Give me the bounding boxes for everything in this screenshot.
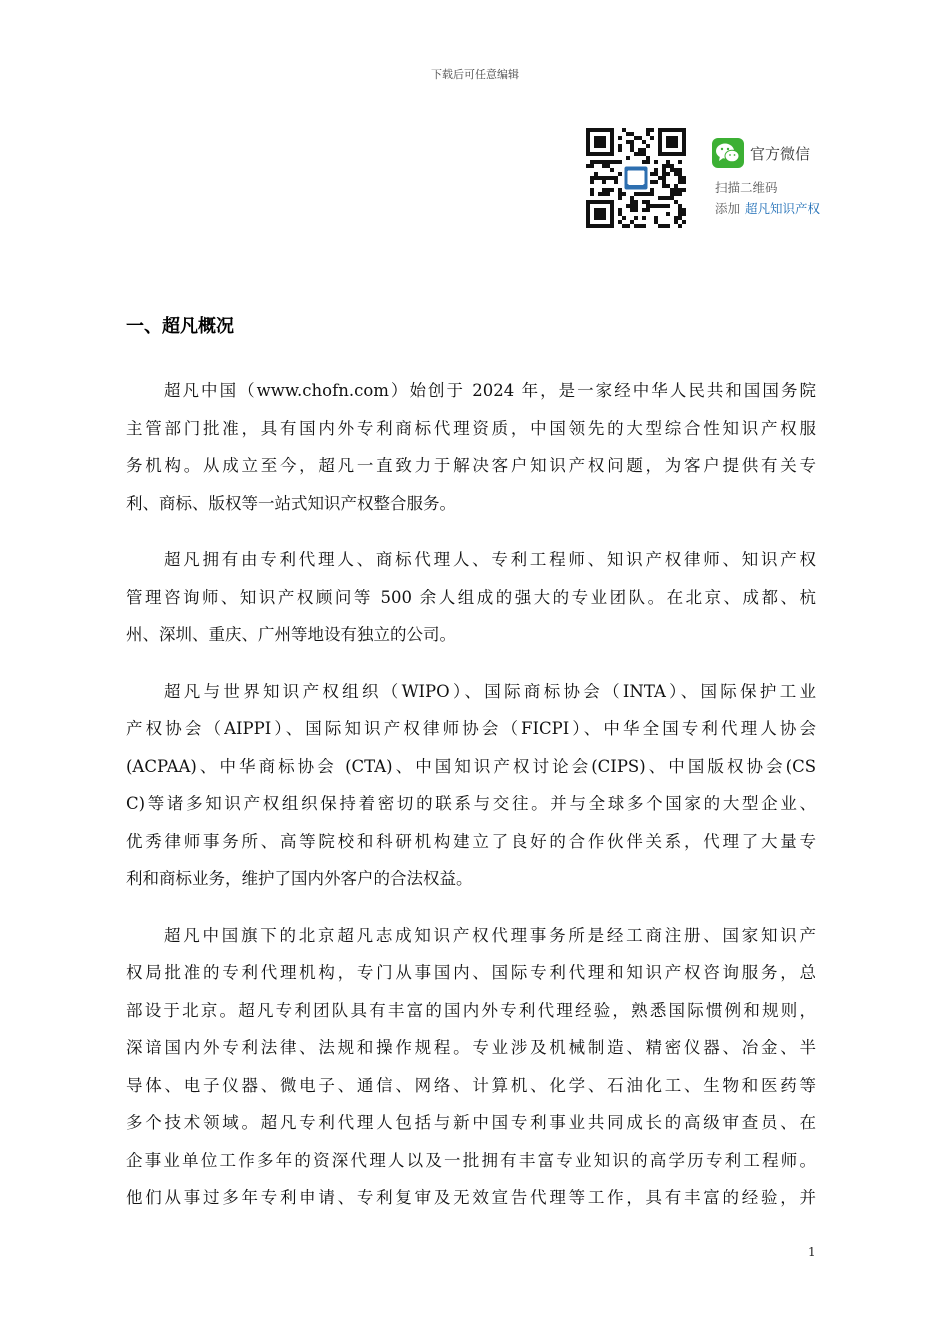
paragraph-line: 超凡中国（www.chofn.com）始创于 2024 年，是一家经中华人民共和国国务院: [164, 381, 816, 400]
paragraph-line: 超凡与世界知识产权组织（WIPO）、国际商标协会（INTA）、国际保护工业: [164, 681, 816, 701]
paragraph-line: 务机构。从成立至今，超凡一直致力于解决客户知识产权问题，为客户提供有关专: [126, 456, 816, 475]
paragraph-line: 产权协会（AIPPI）、国际知识产权律师协会（FICPI）、中华全国专利代理人协会: [126, 719, 816, 738]
wechat-brand-name: 超凡知识产权: [745, 201, 821, 216]
paragraph-line: C)等诸多知识产权组织保持着密切的联系与交往。并与全球多个国家的大型企业、: [126, 794, 816, 813]
wechat-title: 官方微信: [750, 144, 811, 163]
wechat-title-row: [712, 138, 810, 168]
paragraph-line: 导体、电子仪器、微电子、通信、网络、计算机、化学、石油化工、生物和医药等: [126, 1075, 816, 1095]
paragraph-line: 深谙国内外专利法律、法规和操作规程。专业涉及机械制造、精密仪器、冶金、半: [126, 1038, 816, 1057]
wechat-add-prefix: 添加: [715, 201, 741, 216]
wechat-add-text: [715, 199, 820, 217]
paragraph-line: 超凡中国旗下的北京超凡志成知识产权代理事务所是经工商注册、国家知识产: [164, 925, 816, 945]
paragraph-overview: [126, 372, 816, 522]
paragraph-line: 管理咨询师、知识产权顾问等 500 余人组成的强大的专业团队。在北京、成都、杭: [126, 587, 816, 607]
wechat-promo: [586, 128, 846, 228]
paragraph-line: 州、深圳、重庆、广州等地设有独立的公司。: [126, 625, 456, 644]
paragraph-patent-office: [126, 917, 816, 1217]
qr-code-icon: [586, 128, 686, 228]
paragraph-line: 超凡拥有由专利代理人、商标代理人、专利工程师、知识产权律师、知识产权: [164, 550, 816, 569]
paragraph-line: 权局批准的专利代理机构，专门从事国内、国际专利代理和知识产权咨询服务，总: [126, 963, 816, 982]
section-heading: 一、超凡概况: [126, 316, 234, 337]
paragraph-line: (ACPAA)、中华商标协会 (CTA)、中国知识产权讨论会(CIPS)、中国版权协会(CS: [126, 756, 816, 776]
paragraph-line: 部设于北京。超凡专利团队具有丰富的国内外专利代理经验，熟悉国际惯例和规则，: [126, 1000, 816, 1020]
paragraph-organizations: [126, 673, 816, 898]
paragraph-line: 主管部门批准，具有国内外专利商标代理资质，中国领先的大型综合性知识产权服: [126, 418, 816, 438]
paragraph-line: 他们从事过多年专利申请、专利复审及无效宣告代理等工作，具有丰富的经验，并: [126, 1188, 816, 1207]
paragraph-line: 企事业单位工作多年的资深代理人以及一批拥有丰富专业知识的高学历专利工程师。: [126, 1150, 816, 1170]
paragraph-line: 利和商标业务，维护了国内外客户的合法权益。: [126, 869, 473, 888]
paragraph-line: 优秀律师事务所、高等院校和科研机构建立了良好的合作伙伴关系，代理了大量专: [126, 831, 816, 851]
paragraph-team: [126, 541, 816, 654]
header-note: 下载后可任意编辑: [431, 68, 519, 81]
page-number: 1: [808, 1245, 816, 1259]
body-text: [126, 372, 816, 1236]
paragraph-line: 多个技术领域。超凡专利代理人包括与新中国专利事业共同成长的高级审查员、在: [126, 1113, 816, 1132]
wechat-scan-text: 扫描二维码: [715, 180, 778, 195]
paragraph-line: 利、商标、版权等一站式知识产权整合服务。: [126, 493, 456, 513]
wechat-logo-icon: [712, 138, 744, 168]
